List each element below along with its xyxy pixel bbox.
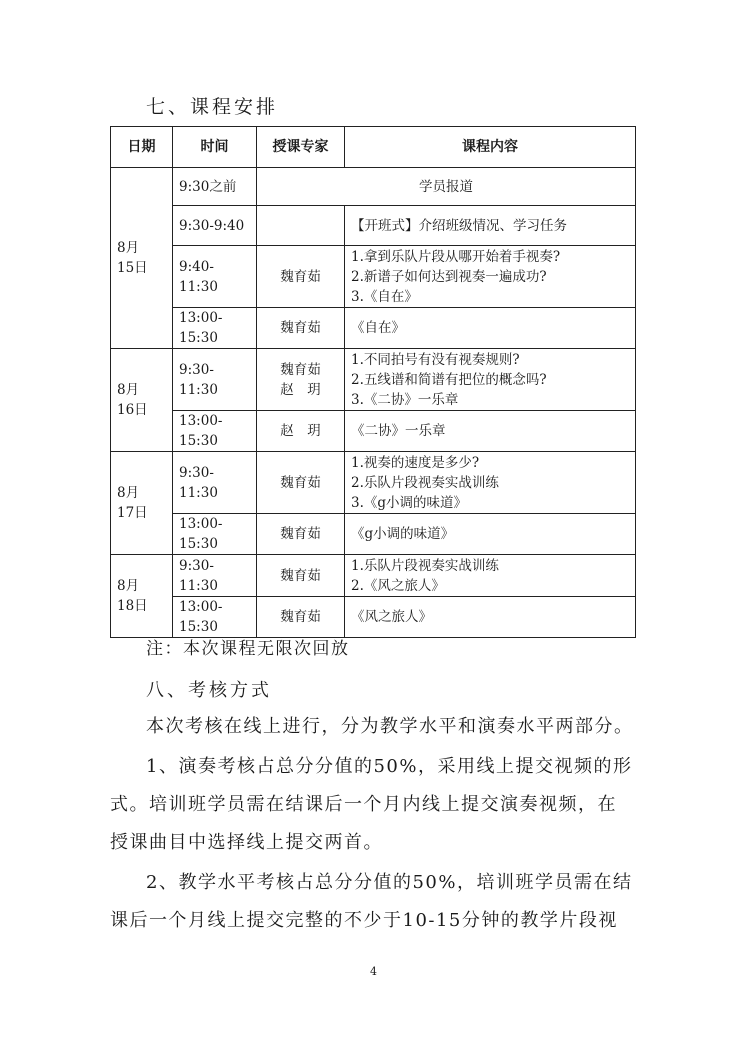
content-cell: 学员报道 (257, 168, 636, 206)
table-note: 注：本次课程无限次回放 (146, 639, 350, 659)
time-cell: 9:30- 11:30 (173, 452, 257, 514)
time-cell: 13:00- 15:30 (173, 514, 257, 555)
section-8-title: 八、考核方式 (146, 680, 272, 701)
paragraph-line: 本次考核在线上进行，分为教学水平和演奏水平两部分。 (146, 716, 634, 737)
header-time: 时间 (173, 127, 257, 168)
time-cell: 9:40- 11:30 (173, 246, 257, 308)
content-cell: 1.视奏的速度是多少? 2.乐队片段视奏实战训练 3.《g小调的味道》 (345, 452, 636, 514)
table-row (111, 411, 636, 452)
table-row (111, 349, 636, 411)
content-cell: 1.拿到乐队片段从哪开始着手视奏? 2.新谱子如何达到视奏一遍成功? 3.《自在》 (345, 246, 636, 308)
table-header-row (111, 127, 636, 168)
content-cell: 《二协》一乐章 (345, 411, 636, 452)
time-cell: 13:00- 15:30 (173, 308, 257, 349)
expert-cell: 赵 玥 (257, 411, 345, 452)
table-row (111, 168, 636, 206)
content-cell: 【开班式】介绍班级情况、学习任务 (345, 206, 636, 246)
paragraph-line: 授课曲目中选择线上提交两首。 (110, 832, 383, 853)
time-cell: 9:30-9:40 (173, 206, 257, 246)
table-row (111, 206, 636, 246)
expert-cell: 魏育茹 (257, 452, 345, 514)
time-cell: 13:00- 15:30 (173, 411, 257, 452)
content-cell: 1.不同拍号有没有视奏规则? 2.五线谱和简谱有把位的概念吗? 3.《二协》一乐章 (345, 349, 636, 411)
content-cell: 1.乐队片段视奏实战训练 2.《风之旅人》 (345, 555, 636, 597)
table-row (111, 308, 636, 349)
section-7-title: 七、课程安排 (146, 96, 279, 118)
table-row (111, 452, 636, 514)
header-expert: 授课专家 (257, 127, 345, 168)
page-number: 4 (370, 965, 377, 978)
date-cell: 8月 18日 (111, 555, 173, 638)
time-cell: 13:00- 15:30 (173, 597, 257, 638)
date-cell: 8月 17日 (111, 452, 173, 555)
table-row (111, 246, 636, 308)
expert-cell: 魏育茹 (257, 308, 345, 349)
content-cell: 《g小调的味道》 (345, 514, 636, 555)
course-schedule-table (110, 126, 636, 638)
paragraph-line: 式。培训班学员需在结课后一个月内线上提交演奏视频，在 (110, 794, 617, 815)
header-date: 日期 (111, 127, 173, 168)
content-cell: 《自在》 (345, 308, 636, 349)
expert-cell: 魏育茹 (257, 555, 345, 597)
time-cell: 9:30之前 (173, 168, 257, 206)
paragraph-line: 课后一个月线上提交完整的不少于10-15分钟的教学片段视 (110, 910, 618, 931)
paragraph-line: 1、演奏考核占总分分值的50%，采用线上提交视频的形 (146, 756, 633, 777)
time-cell: 9:30- 11:30 (173, 349, 257, 411)
expert-cell: 魏育茹 (257, 514, 345, 555)
header-content: 课程内容 (345, 127, 636, 168)
table-row (111, 555, 636, 597)
expert-cell: 魏育茹 赵 玥 (257, 349, 345, 411)
table-row (111, 514, 636, 555)
content-cell: 《风之旅人》 (345, 597, 636, 638)
date-cell: 8月 15日 (111, 168, 173, 349)
table-row (111, 597, 636, 638)
time-cell: 9:30- 11:30 (173, 555, 257, 597)
date-cell: 8月 16日 (111, 349, 173, 452)
expert-cell: 魏育茹 (257, 246, 345, 308)
expert-cell: 魏育茹 (257, 597, 345, 638)
paragraph-line: 2、教学水平考核占总分分值的50%，培训班学员需在结 (146, 872, 633, 893)
expert-cell (257, 206, 345, 246)
